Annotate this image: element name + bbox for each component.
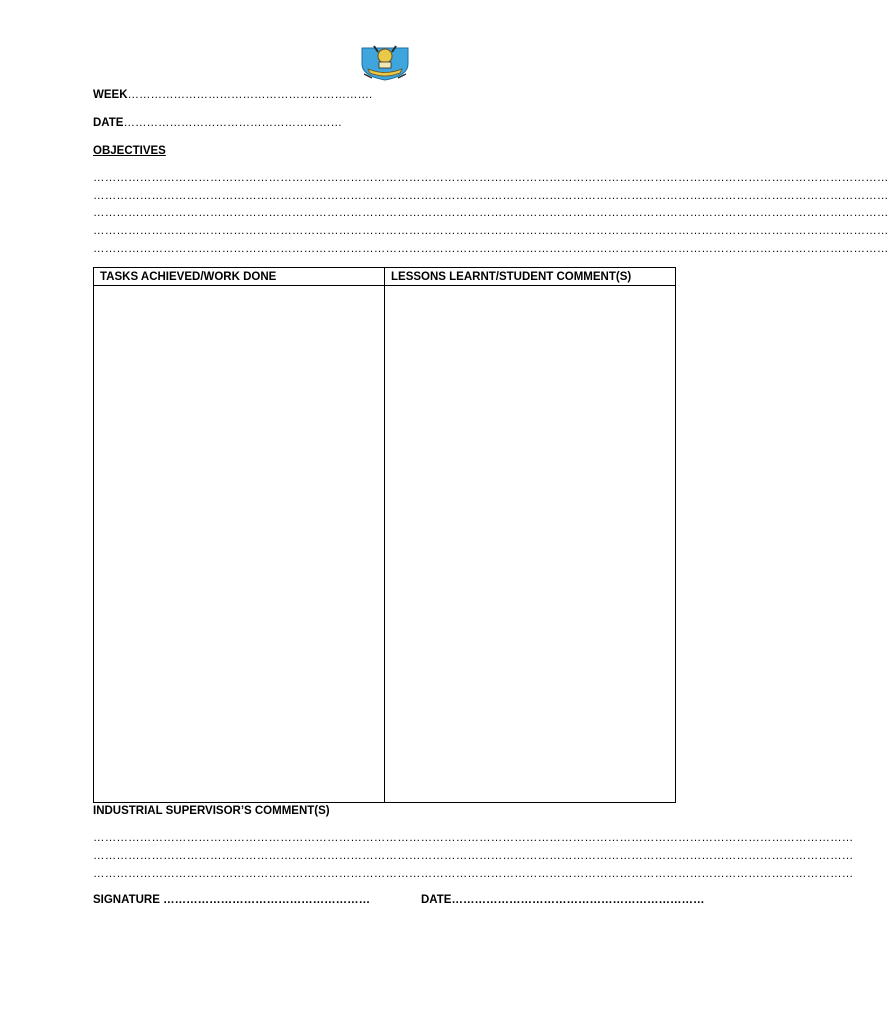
footer-date-label: DATE [421,894,452,906]
objectives-line[interactable]: …………………………………………………………………………………………………………………………………………………………………………………… [93,207,889,219]
tasks-header: TASKS ACHIEVED/WORK DONE [94,268,385,286]
objectives-line[interactable]: …………………………………………………………………………………………………………………………………………………………………………………… [93,190,889,202]
supervisor-heading: INDUSTRIAL SUPERVISOR’S COMMENT(S) [93,805,330,817]
signature-dots[interactable]: ……………………………………………… [163,894,371,906]
footer-date-field [421,894,705,906]
lessons-cell[interactable] [385,286,676,803]
objectives-heading: OBJECTIVES [93,145,166,157]
objectives-line[interactable]: …………………………………………………………………………………………………………………………………………………………………………………… [93,225,889,237]
supervisor-line[interactable]: …………………………………………………………………………………………………………………………………………………………………………… [93,832,854,844]
lessons-header: LESSONS LEARNT/STUDENT COMMENT(S) [385,268,676,286]
week-label: WEEK [93,89,128,101]
objectives-line[interactable]: …………………………………………………………………………………………………………………………………………………………………………………… [93,243,889,255]
footer-date-dots[interactable]: ………………………………………………………… [451,894,705,906]
date-dots[interactable]: ………………………………………………… [123,117,342,129]
date-field [93,117,342,129]
log-table [93,267,676,803]
objectives-line[interactable]: …………………………………………………………………………………………………………………………………………………………………………………… [93,172,889,184]
signature-label: SIGNATURE [93,894,160,906]
week-dots[interactable]: ………………………………………………………. [127,89,373,101]
week-field [93,89,372,101]
tasks-cell[interactable] [94,286,385,803]
supervisor-line[interactable]: …………………………………………………………………………………………………………………………………………………………………………… [93,868,854,880]
supervisor-line[interactable]: …………………………………………………………………………………………………………………………………………………………………………… [93,850,854,862]
date-label: DATE [93,117,124,129]
university-crest-icon [360,42,410,82]
signature-field [93,894,371,906]
